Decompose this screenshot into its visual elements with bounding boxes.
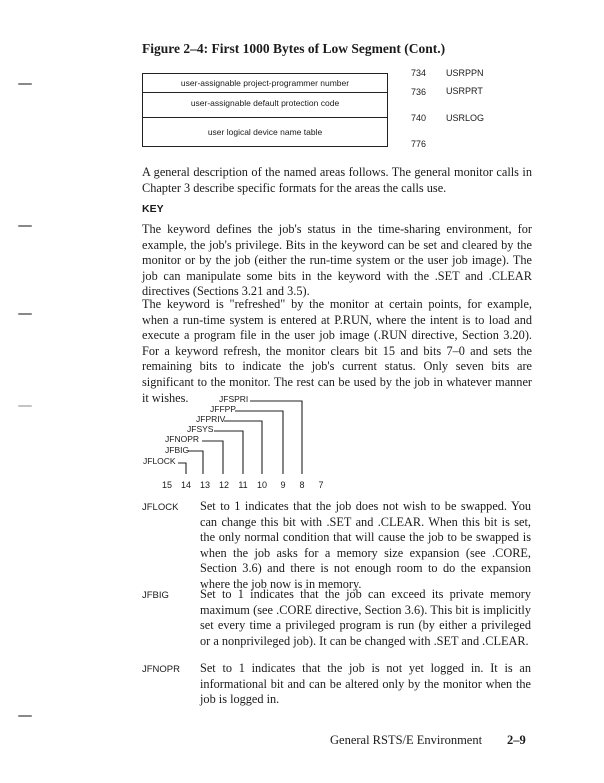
- flag-label-jfbig: JFBIG: [165, 445, 190, 455]
- bit-number: 12: [218, 480, 230, 490]
- intro-paragraph: A general description of the named areas follows. The general monitor calls in Chapter 3 describe specific formats for the areas the calls use.: [142, 165, 532, 195]
- margin-mark: [18, 83, 32, 85]
- body-paragraph: The keyword is "refreshed" by the monitor at certain points, for example, when a run-time system is entered at P.RUN, where the intent is to load and execute a program file in the user job image (.RUN directive, Section 3.20). For a keyword refresh, the monitor clears bit 15 and bits 7–0 and sets the remaining bits to indicate the job's current status. Only seven bits are significant to the monitor. The rest can be used by the job in whatever manner it wishes.: [142, 297, 532, 405]
- address-offset: 734: [411, 68, 427, 78]
- flag-label-jfspri: JFSPRI: [219, 394, 249, 404]
- body-paragraph: The keyword defines the job's status in the time-sharing environment, for example, the job's privilege. Bits in the keyword can be set and cleared by the monitor or by the job (either the run-time system or the user job image). The job can manipulate some bits in the keyword with the .SET and .CLEAR directives (Sections 3.21 and 3.5).: [142, 222, 532, 299]
- flag-label-jffpp: JFFPP: [210, 404, 236, 414]
- memory-row: user-assignable default protection code: [143, 92, 387, 117]
- bit-number: 8: [299, 480, 305, 490]
- margin-mark: [18, 313, 32, 315]
- section-heading: KEY: [142, 203, 164, 215]
- bit-number: 9: [280, 480, 286, 490]
- bit-number: 15: [161, 480, 173, 490]
- memory-row: user logical device name table: [143, 117, 387, 146]
- bit-number: 13: [199, 480, 211, 490]
- margin-mark: [18, 715, 32, 717]
- bit-number: 14: [180, 480, 192, 490]
- address-name: USRLOG: [446, 113, 485, 123]
- margin-mark: [18, 405, 32, 407]
- flag-label-jfpriv: JFPRIV: [196, 414, 226, 424]
- flag-label-jflock: JFLOCK: [143, 456, 176, 466]
- flag-label-jfsys: JFSYS: [187, 424, 214, 434]
- bit-number: 11: [238, 480, 248, 490]
- footer-section-title: General RSTS/E Environment: [330, 733, 483, 747]
- definition-term: JFNOPR: [142, 664, 180, 675]
- address-offset: 776: [411, 139, 427, 149]
- bit-number: 10: [256, 480, 268, 490]
- definition-term: JFLOCK: [142, 502, 179, 513]
- page-number: 2–9: [507, 733, 526, 747]
- bit-number: 7: [318, 480, 324, 490]
- address-offset: 740: [411, 113, 427, 123]
- memory-row: user-assignable project-programmer number: [180, 78, 350, 88]
- margin-mark: [18, 225, 32, 227]
- flag-label-jfnopr: JFNOPR: [165, 434, 199, 444]
- definition-text: Set to 1 indicates that the job can exceed its private memory maximum (see .CORE directive, Section 3.6). This bit is implicitly set every time a privileged program is run (by either a privileged or a nonprivileged job). It can be changed with .SET and .CLEAR.: [200, 587, 531, 648]
- definition-text: Set to 1 indicates that the job is not yet logged in. It is an informational bit and can be altered only by the monitor when the job is logged in.: [200, 661, 531, 707]
- address-name: USRPRT: [446, 86, 483, 96]
- address-name: USRPPN: [446, 68, 484, 78]
- definition-text: Set to 1 indicates that the job does not wish to be swapped. You can change this bit with .SET and .CLEAR. When this bit is set, the only normal condition that will cause the job to be swapped is when the job asks for a memory size expansion (see .CORE, Section 3.6) and there is not enough room to do the expansion where the job now is in memory.: [200, 499, 531, 591]
- address-offset: 736: [411, 87, 427, 97]
- definition-term: JFBIG: [142, 590, 169, 601]
- memory-layout-table: [142, 73, 388, 147]
- figure-title: Figure 2–4: First 1000 Bytes of Low Segment (Cont.): [142, 41, 446, 56]
